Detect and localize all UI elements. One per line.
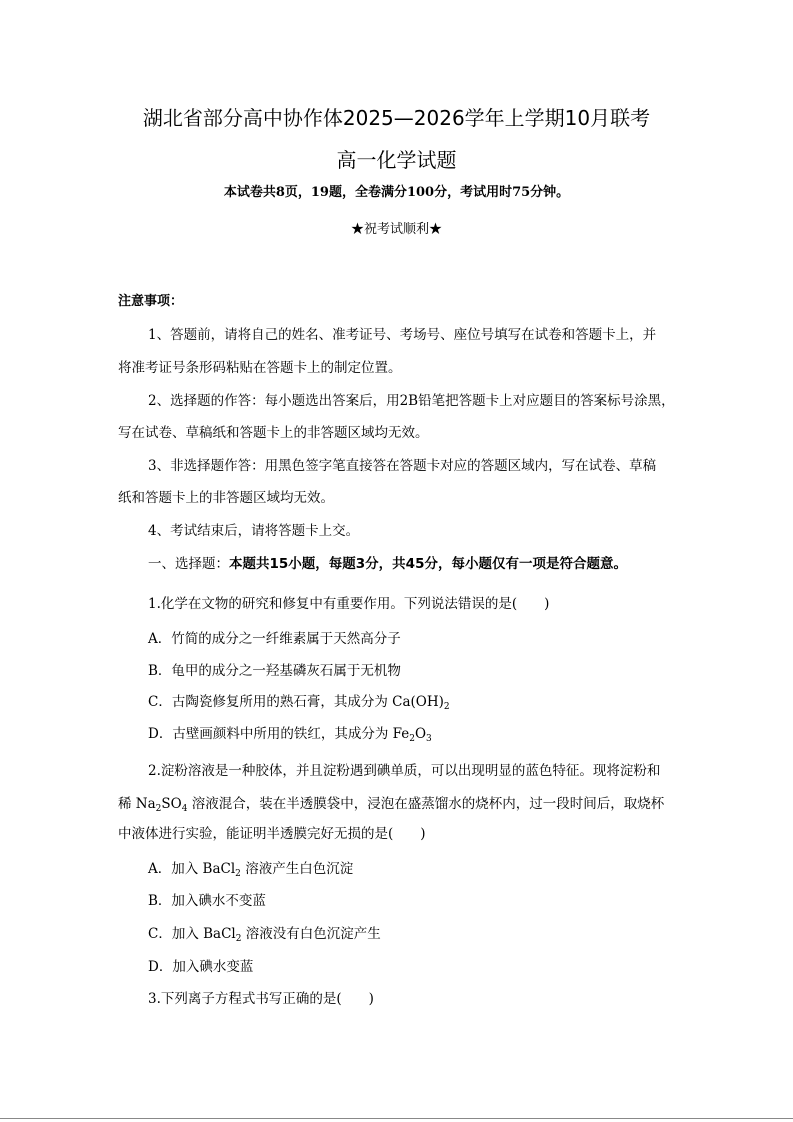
question-2-option-c — [148, 922, 381, 942]
question-2-option-c-subscript: 2 — [235, 934, 242, 944]
exam-info: 本试卷共8页，19题，全卷满分100分，考试用时75分钟。 — [223, 185, 570, 200]
question-1-option-d-subscript-1: 2 — [409, 734, 415, 744]
notice-item-3-line-1: 3、非选择题作答：用黑色签字笔直接答在答题卡对应的答题区域内，写在试卷、草稿 — [148, 458, 657, 474]
question-2-sulfate-subscript: 4 — [181, 804, 188, 814]
question-2-option-d: D．加入碘水变蓝 — [148, 959, 254, 975]
question-2-stem-line-2-a: 稀 Na — [118, 796, 156, 812]
notice-item-1-line-1: 1、答题前，请将自己的姓名、准考证号、考场号、座位号填写在试卷和答题卡上，并 — [148, 327, 657, 343]
question-2-option-a — [148, 857, 353, 877]
question-2-sodium-subscript: 2 — [155, 804, 162, 814]
question-2-option-c-text: C．加入 BaCl — [148, 926, 236, 942]
question-1-stem: 1.化学在文物的研究和修复中有重要作用。下列说法错误的是( ) — [148, 596, 550, 612]
question-1-option-c — [148, 690, 450, 710]
good-luck-line: ★祝考试顺利★ — [350, 222, 442, 237]
section-1-prefix: 一、选择题： — [148, 556, 229, 572]
page-bottom-rule — [0, 1118, 793, 1119]
section-1-heading — [148, 552, 627, 572]
question-1-option-c-text: C．古陶瓷修复所用的熟石膏，其成分为 Ca(OH) — [148, 694, 444, 710]
notice-item-2-line-2: 写在试卷、草稿纸和答题卡上的非答题区域均无效。 — [118, 425, 429, 441]
question-1-option-d-subscript-2: 3 — [426, 734, 432, 744]
exam-title: 湖北省部分高中协作体2025—2026学年上学期10月联考 — [142, 106, 651, 130]
exam-subject-title: 高一化学试题 — [336, 148, 457, 172]
question-1-option-b: B．龟甲的成分之一羟基磷灰石属于无机物 — [148, 663, 401, 679]
question-2-option-a-rest: 溶液产生白色沉淀 — [240, 861, 354, 877]
notice-item-4: 4、考试结束后，请将答题卡上交。 — [148, 523, 360, 539]
section-1-description: 本题共15小题，每题3分，共45分，每小题仅有一项是符合题意。 — [229, 556, 627, 572]
notice-item-3-line-2: 纸和答题卡上的非答题区域均无效。 — [118, 490, 334, 506]
question-2-option-c-rest: 溶液没有白色沉淀产生 — [241, 926, 381, 942]
question-2-stem-line-2-b: SO — [161, 796, 182, 812]
question-1-option-d-text: D．古壁画颜料中所用的铁红，其成分为 Fe — [148, 726, 410, 742]
question-2-stem-line-2 — [118, 792, 664, 812]
question-2-stem-line-1: 2.淀粉溶液是一种胶体，并且淀粉遇到碘单质，可以出现明显的蓝色特征。现将淀粉和 — [148, 763, 661, 779]
question-1-option-d-oxygen: O — [414, 726, 427, 742]
question-2-option-b: B．加入碘水不变蓝 — [148, 893, 266, 909]
notice-item-1-line-2: 将准考证号条形码粘贴在答题卡上的制定位置。 — [118, 360, 402, 376]
question-3-stem: 3.下列离子方程式书写正确的是( ) — [148, 991, 374, 1007]
question-1-option-c-subscript: 2 — [443, 702, 450, 712]
notice-item-2-line-1: 2、选择题的作答：每小题选出答案后，用2B铅笔把答题卡上对应题目的答案标号涂黑， — [148, 393, 675, 409]
question-2-option-a-subscript: 2 — [235, 869, 241, 879]
question-1-option-d — [148, 722, 432, 742]
question-2-stem-line-2-c: 溶液混合，装在半透膜袋中，浸泡在盛蒸馏水的烧杯内，过一段时间后，取烧杯 — [187, 796, 665, 812]
question-2-stem-line-3: 中液体进行实验，能证明半透膜完好无损的是( ) — [118, 826, 426, 842]
question-2-option-a-text: A．加入 BaCl — [148, 861, 236, 877]
question-1-option-a: A．竹简的成分之一纤维素属于天然高分子 — [148, 631, 401, 647]
notice-heading: 注意事项： — [118, 294, 184, 309]
